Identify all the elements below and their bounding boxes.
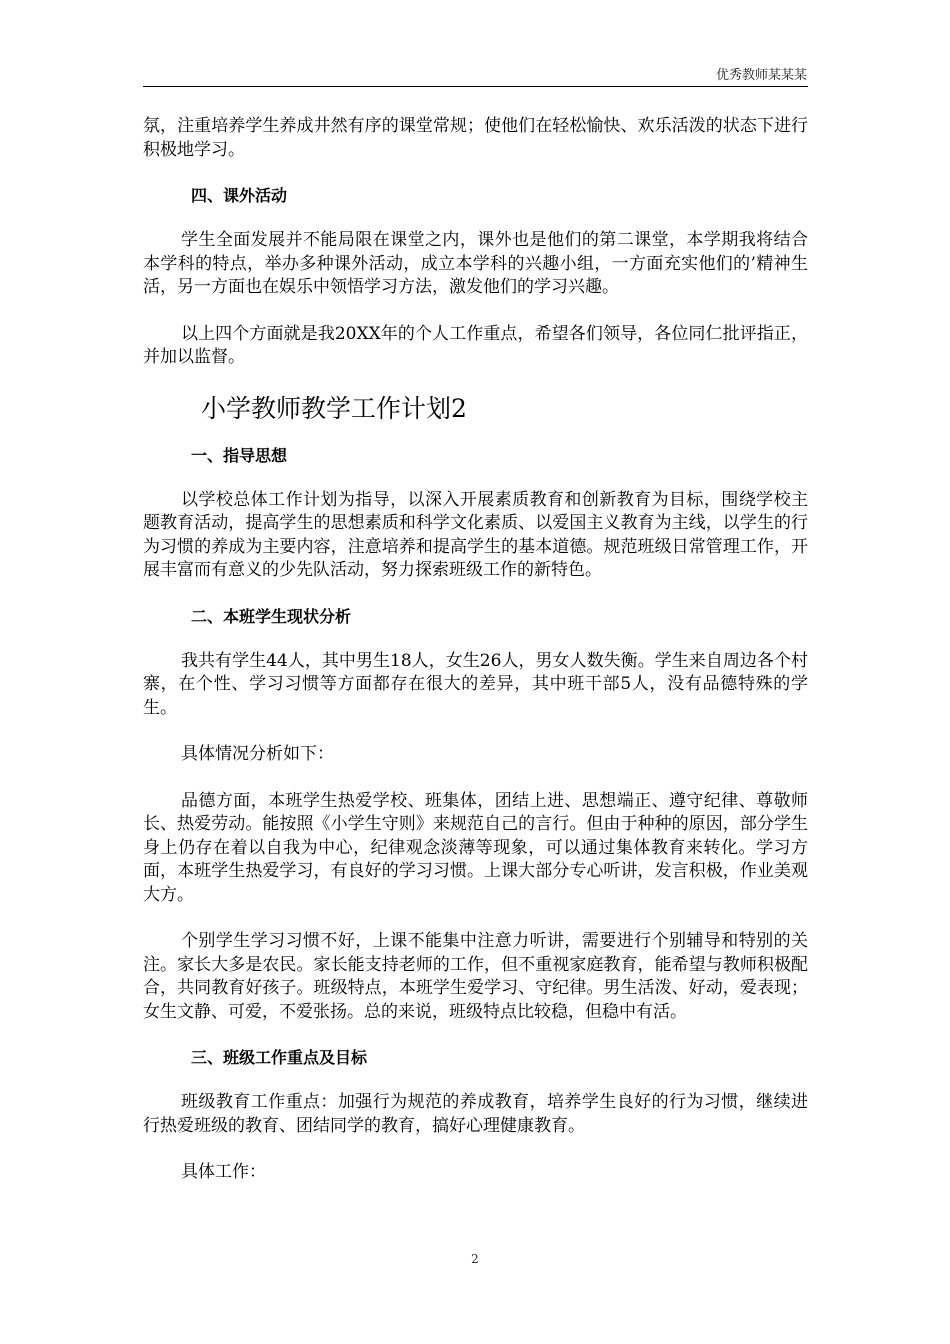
page-header-text: 优秀教师某某某 (715, 68, 807, 83)
section-heading-guiding: 一、指导思想 (191, 445, 288, 465)
paragraph-activities: 学生全面发展并不能局限在课堂之内，课外也是他们的第二课堂，本学期我将结合本学科的特点，举办多种课外活动，成立本学科的兴趣小组，一方面充实他们的’精神生活，另一方面也在娱乐中领悟学习方法，激发他们的学习兴趣。 (143, 230, 808, 297)
section-heading-analysis: 二、本班学生现状分析 (191, 606, 352, 626)
section-heading-goals: 三、班级工作重点及目标 (191, 1048, 368, 1067)
header-rule (143, 86, 808, 87)
section-heading-activities: 四、课外活动 (191, 186, 288, 205)
paragraph-students: 我共有学生44人，其中男生18人，女生26人，男女人数失衡。学生来自周边各个村寨，在个性、学习习惯等方面都存在很大的差异，其中班干部5人，没有品德特殊的学生。 (143, 650, 808, 718)
page-number: 2 (471, 1252, 479, 1266)
paragraph-individuals: 个别学生学习习惯不好，上课不能集中注意力听讲，需要进行个别辅导和特别的关注。家长大多是农民。家长能支持老师的工作，但不重视家庭教育，能希望与教师积极配合，共同教育好孩子。班级特点，本班学生爱学习、守纪律。男生活泼、好动，爱表现；女生文静、可爱，不爱张扬。总的来说，班级特点比较稳，但稳中有活。 (143, 931, 808, 1022)
paragraph-guiding: 以学校总体工作计划为指导，以深入开展素质教育和创新教育为目标，围绕学校主题教育活动，提高学生的思想素质和科学文化素质、以爱国主义教育为主线，以学生的行为习惯的养成为主要内容，注意培养和提高学生的基本道德。规范班级日常管理工作，开展丰富而有意义的少先队活动，努力探索班级工作的新特色。 (143, 489, 808, 580)
paragraph-continued: 氛，注重培养学生养成井然有序的课堂常规；使他们在轻松愉快、欢乐活泼的状态下进行积极地学习。 (143, 116, 808, 160)
document-body (143, 115, 808, 1208)
paragraph-specific-work: 具体工作： (181, 1162, 266, 1182)
paragraph-morality: 品德方面，本班学生热爱学校、班集体，团结上进、思想端正、遵守纪律、尊敬师长、热爱劳动。能按照《小学生守则》来规范自己的言行。但由于种种的原因，部分学生身上仍存在着以自我为中心，纪律观念淡薄等现象，可以通过集体教育来转化。学习方面，本班学生热爱学习，有良好的学习习惯。上课大部分专心听讲，发言积极，作业美观大方。 (143, 790, 808, 905)
document-title: 小学教师教学工作计划2 (201, 393, 467, 423)
paragraph-analysis-intro: 具体情况分析如下： (181, 744, 334, 764)
paragraph-focus: 班级教育工作重点：加强行为规范的养成教育，培养学生良好的行为习惯，继续进行热爱班级的教育、团结同学的教育，搞好心理健康教育。 (143, 1092, 808, 1136)
paragraph-conclusion: 以上四个方面就是我20XX年的个人工作重点，希望各们领导，各位同仁批评指正，并加以监督。 (143, 323, 808, 367)
